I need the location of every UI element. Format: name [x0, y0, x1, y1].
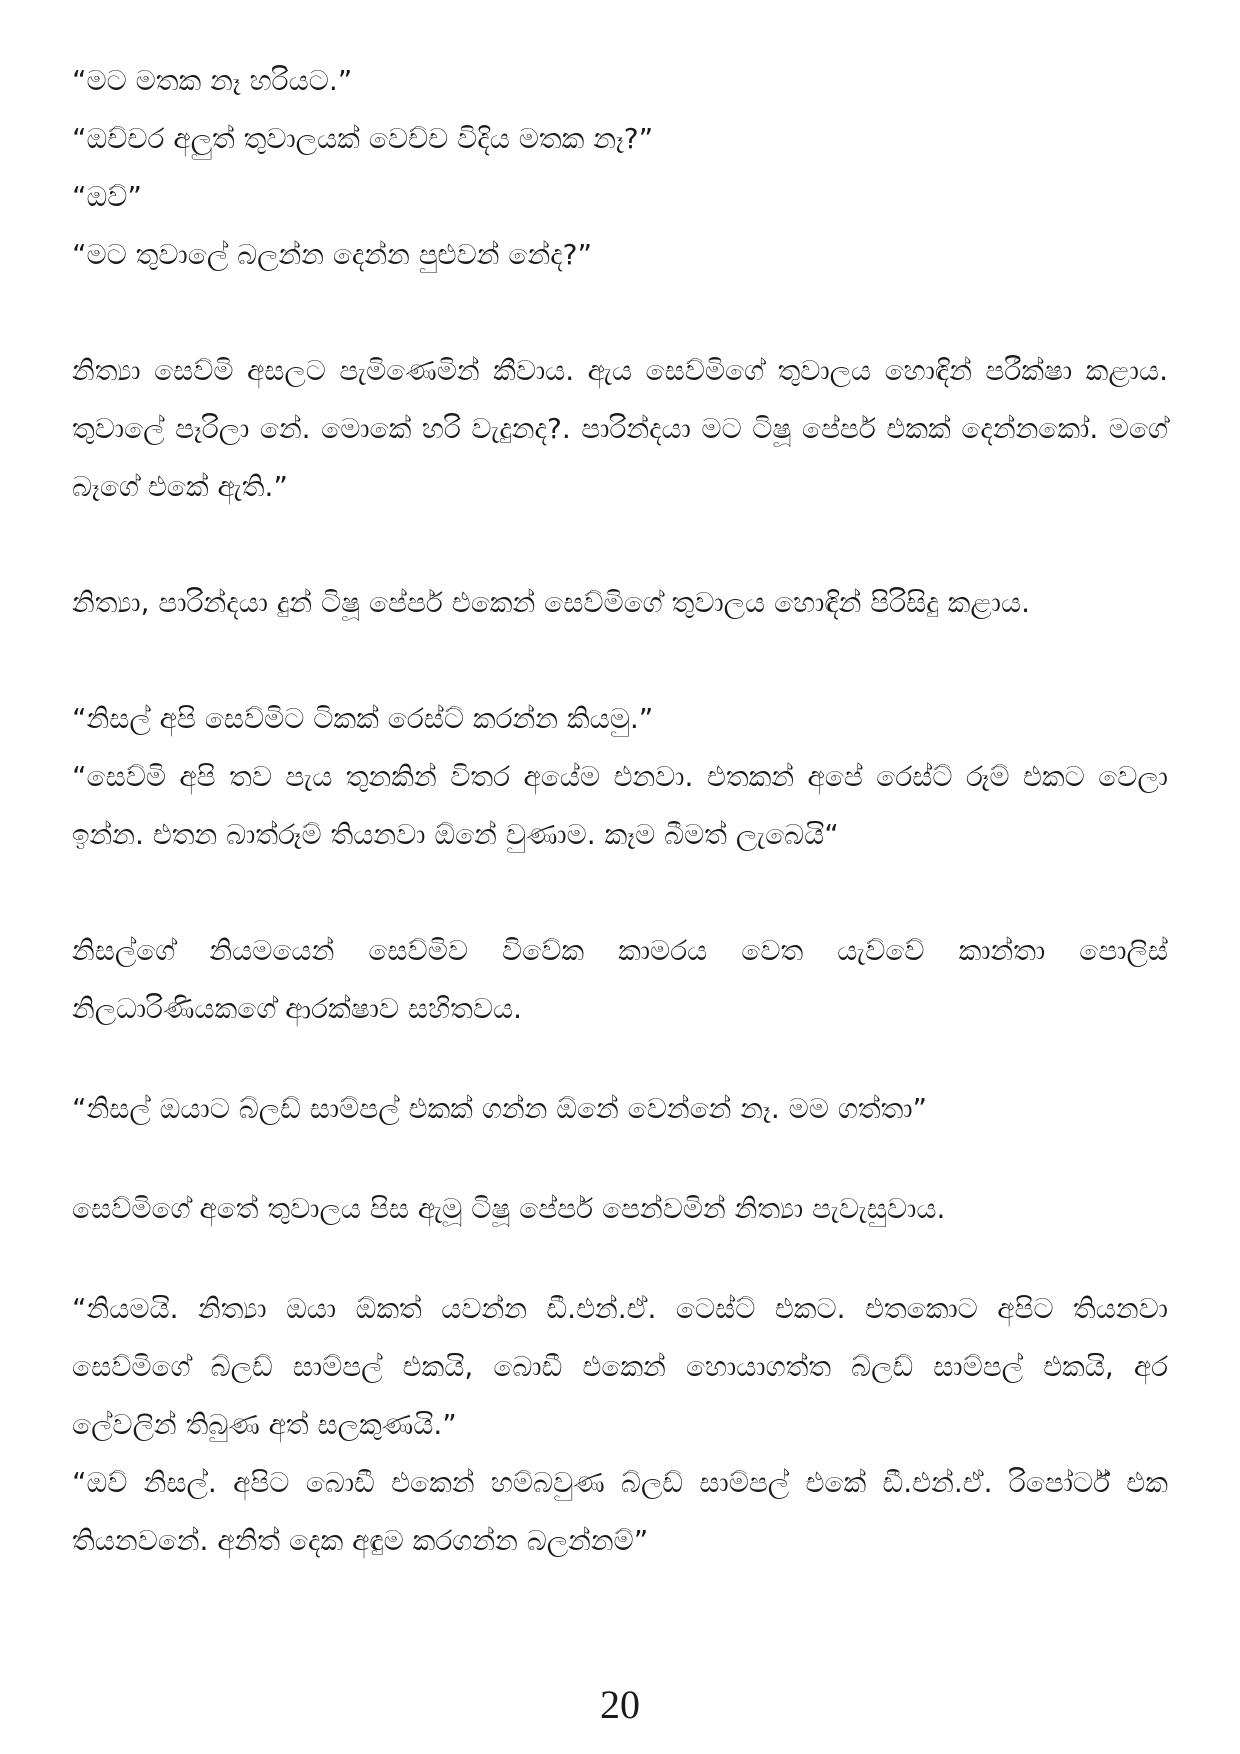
dialogue-paragraph: “ඔව් නිසල්. අපිට බොඩී එකෙන් හම්බවුණ බ්ලඩ් සාම්පල් එකේ ඩී.එන්.ඒ. රිපෝර්ට් එක තියනවනේ. අනිත් දෙක අඳුම කරගන්න බලන්නම්” [72, 1466, 1168, 1557]
dialogue-paragraph: “සෙව්මි අපි තව පැය තුනකින් විතර අයේම එනවා. එතකන් අපේ රෙස්ට් රූම් එකට වෙලා ඉන්න. එතන බාත්රූම් තියනවා ඕනේ වුණාම. කෑම බීමත් ලැබෙයි“ [72, 760, 1168, 851]
paragraph-gap [72, 864, 1168, 922]
paragraph-gap [72, 1038, 1168, 1080]
paragraph-gap [72, 284, 1168, 342]
page-number: 20 [600, 1682, 640, 1727]
dialogue-line: “මට මතක නෑ හරියට.” [72, 64, 353, 97]
dialogue-line: “නිසල් අපි සෙව්මිට ටිකක් රෙස්ට් කරන්න කියමු.” [72, 702, 654, 735]
paragraph-gap [72, 516, 1168, 574]
dialogue-paragraph: “නියමයි. නිත්‍යා ඔයා ඕකත් යවන්න ඩී.එන්.ඒ. ටෙස්ට් එකට. එතකොට අපිට තියනවා සෙව්මිගේ බ්ලඩ් සාම්පල් එකයි, බොඩී එකෙන් හොයාගත්ත බ්ලඩ් සාම්පල් එකයි, අර ලේවලින් තිබුණ අත් සලකුණයි.” [72, 1292, 1168, 1441]
paragraph-gap [72, 632, 1168, 690]
dialogue-line: “නිසල් ඔයාට බ්ලඩ් සාම්පල් එකක් ගන්න ඕනේ වෙන්නේ නෑ. මම ගත්තා” [72, 1092, 928, 1125]
page-body [72, 52, 1168, 1570]
dialogue-line: “මට තුවාලේ බලන්න දෙන්න පුළුවන් නේද?” [72, 238, 592, 271]
dialogue-line: “ඔව්” [72, 180, 142, 213]
narrative-paragraph: නිත්‍යා සෙව්මි අසලට පැමිණෙමින් කීවාය. ඇය සෙව්මිගේ තුවාලය හොඳින් පරීක්ෂා කළාය. තුවාලේ පෑරිලා නේ. මොකේ හරි වැදුනද?. පාරින්දයා මට ටිෂූ පේපර් එකක් දෙන්නකෝ. මගේ බෑගේ එකේ ඇති.” [72, 354, 1168, 503]
narrative-paragraph: නිත්‍යා, පාරින්දයා දුන් ටිෂූ පේපර් එකෙන් සෙව්මිගේ තුවාලය හොඳින් පිරිසිදු කළාය. [72, 586, 1030, 619]
narrative-paragraph: නිසල්ගේ නියමයෙන් සෙව්මිව විවේක කාමරය වෙත යැව්වේ කාන්තා පොලිස් නිලධාරිණියකගේ ආරක්ෂාව සහිතවය. [72, 934, 1168, 1025]
paragraph-gap [72, 1238, 1168, 1280]
paragraph-gap [72, 1138, 1168, 1180]
narrative-line: සෙව්මිගේ අතේ තුවාලය පිස ඇමූ ටිෂූ පේපර් පෙන්වමින් නිත්‍යා පැවැසුවාය. [72, 1192, 946, 1225]
dialogue-line: “ඔච්චර අලුත් තුවාලයක් වෙච්ච විදිය මතක නෑ?” [72, 122, 654, 155]
